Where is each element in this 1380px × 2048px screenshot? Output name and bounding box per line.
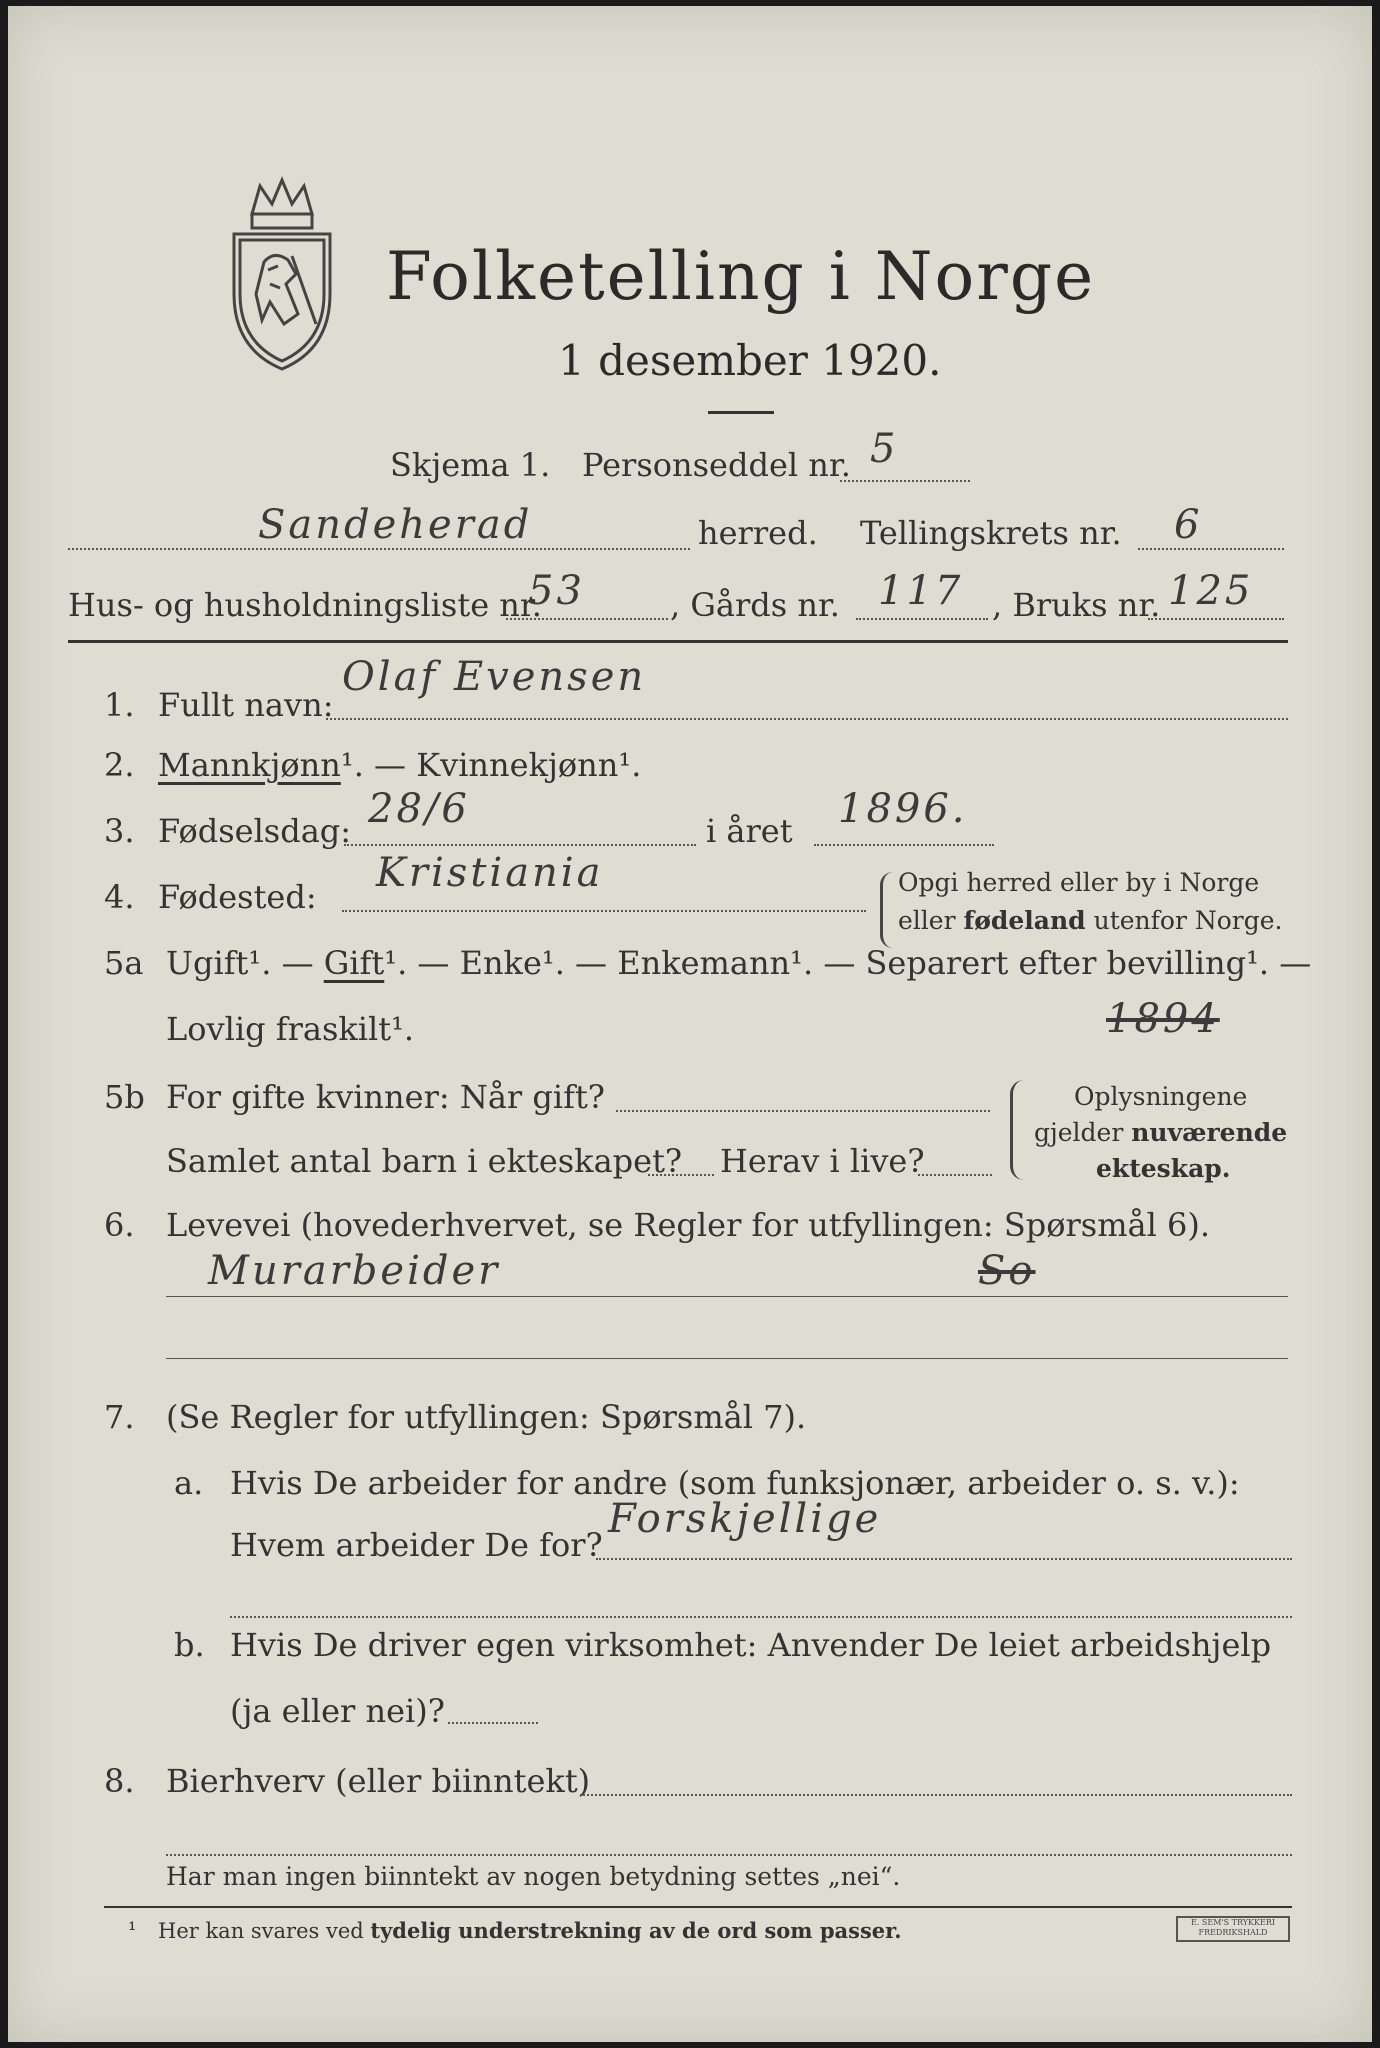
marriage-note-line2: gjelder nuværende — [1034, 1118, 1288, 1147]
footnote-text: Her kan svares ved tydelig understrekning av de ord som passer. — [158, 1918, 902, 1943]
birth-year-label: i året — [706, 812, 793, 850]
norway-coat-of-arms-icon — [226, 174, 338, 374]
side-income-note: Har man ingen biinntekt av nogen betydning settes „nei“. — [166, 1862, 901, 1891]
q5b-number: 5b — [104, 1078, 145, 1116]
gards-value[interactable]: 117 — [878, 568, 964, 614]
q7a-question: Hvis De arbeider for andre (som funksjonær, arbeider o. s. v.): — [230, 1464, 1240, 1502]
side-income-label: Bierhverv (eller biinntekt) — [166, 1762, 591, 1800]
q7-label: (Se Regler for utfyllingen: Spørsmål 7). — [166, 1398, 807, 1436]
side-income-line-2 — [166, 1854, 1292, 1856]
q1-number: 1. — [104, 686, 135, 724]
hired-help-label: (ja eller nei)? — [230, 1692, 445, 1730]
form-title: Folketelling i Norge — [386, 238, 1096, 315]
gards-label: , Gårds nr. — [670, 586, 840, 624]
census-date: 1 desember 1920. — [558, 336, 942, 385]
employer-value[interactable]: Forskjellige — [608, 1496, 882, 1542]
occupation-line-2 — [166, 1358, 1288, 1359]
bruks-value[interactable]: 125 — [1168, 568, 1254, 614]
q8-number: 8. — [104, 1762, 135, 1800]
tellingskrets-label: Tellingskrets nr. — [860, 514, 1122, 552]
children-alive-line — [918, 1174, 992, 1176]
birthplace-note-brace — [880, 872, 893, 948]
full-name-value[interactable]: Olaf Evensen — [342, 654, 647, 700]
occupation-extra-value[interactable]: So — [978, 1248, 1036, 1294]
full-name-line — [326, 718, 1288, 720]
marital-status-options — [166, 944, 1311, 982]
husliste-line — [506, 618, 668, 620]
marital-ugift-option[interactable]: Ugift¹. — — [166, 944, 324, 982]
herred-line — [68, 548, 690, 550]
occupation-label: Levevei (hovederhvervet, se Regler for utfyllingen: Spørsmål 6). — [166, 1206, 1211, 1244]
sex-end: ¹. — [618, 746, 642, 784]
employer-line-2 — [230, 1616, 1292, 1618]
sex-female-option[interactable]: Kvinnekjønn — [416, 746, 619, 784]
children-total-line — [648, 1174, 714, 1176]
sex-male-option[interactable]: Mannkjønn — [158, 746, 341, 784]
personseddel-label: Personseddel nr. — [582, 446, 851, 484]
tellingskrets-value[interactable]: 6 — [1174, 502, 1203, 548]
bruks-line — [1148, 618, 1284, 620]
footnote-marker: ¹ — [128, 1918, 137, 1942]
occupation-line-1 — [166, 1296, 1288, 1297]
marriage-note-brace — [1010, 1080, 1025, 1180]
employer-line — [596, 1558, 1292, 1560]
footer-divider — [104, 1906, 1292, 1908]
marital-year-value[interactable]: 1894 — [1106, 996, 1220, 1042]
title-divider — [708, 411, 774, 414]
q7a-letter: a. — [174, 1464, 204, 1502]
printer-stamp: E. SEM'S TRYKKERI FREDRIKSHALD — [1176, 1916, 1290, 1942]
birthplace-value[interactable]: Kristiania — [376, 850, 604, 896]
q4-number: 4. — [104, 878, 135, 916]
schema-label: Skjema 1. — [390, 446, 551, 484]
sex-separator: ¹. — — [340, 746, 417, 784]
birthplace-note-line2: eller fødeland utenfor Norge. — [898, 906, 1283, 935]
husliste-label: Hus- og husholdningsliste nr. — [68, 586, 542, 624]
personseddel-value[interactable]: 5 — [870, 426, 899, 472]
sex-options — [158, 746, 641, 784]
marriage-note-line3: ekteskap. — [1096, 1154, 1231, 1183]
marital-fraskilt-option[interactable]: Lovlig fraskilt¹. — [166, 1010, 415, 1048]
bruks-label: , Bruks nr. — [992, 586, 1161, 624]
married-date-line — [616, 1110, 990, 1112]
birth-year-line — [814, 844, 994, 846]
herred-value[interactable]: Sandeherad — [258, 502, 533, 548]
hired-help-line — [448, 1722, 538, 1724]
married-women-label: For gifte kvinner: Når gift? — [166, 1078, 605, 1116]
birthplace-line — [342, 910, 866, 912]
birthday-line — [344, 844, 696, 846]
q2-number: 2. — [104, 746, 135, 784]
q5a-number: 5a — [104, 944, 144, 982]
q7b-letter: b. — [174, 1626, 205, 1664]
birth-year-value[interactable]: 1896. — [838, 786, 968, 832]
q7-number: 7. — [104, 1398, 135, 1436]
birthday-value[interactable]: 28/6 — [368, 786, 470, 832]
tellingskrets-line — [1138, 548, 1284, 550]
marriage-note-line1: Oplysningene — [1074, 1082, 1248, 1111]
employer-label: Hvem arbeider De for? — [230, 1526, 603, 1564]
personseddel-line — [840, 480, 970, 482]
herred-label: herred. — [698, 514, 818, 552]
marital-other-options[interactable]: ¹. — Enke¹. — Enkemann¹. — Separert efter bevilling¹. — — [384, 944, 1312, 982]
birthplace-note-line1: Opgi herred eller by i Norge — [898, 868, 1260, 897]
census-form-sheet — [8, 6, 1372, 2042]
marital-gift-option[interactable]: Gift — [323, 944, 385, 982]
full-name-label: Fullt navn: — [158, 686, 334, 724]
husliste-value[interactable]: 53 — [528, 568, 585, 614]
q3-number: 3. — [104, 812, 135, 850]
side-income-line — [580, 1794, 1292, 1796]
occupation-value[interactable]: Murarbeider — [208, 1248, 501, 1294]
birthplace-label: Fødested: — [158, 878, 317, 916]
header-divider — [68, 640, 1288, 643]
q6-number: 6. — [104, 1206, 135, 1244]
q7b-question: Hvis De driver egen virksomhet: Anvender De leiet arbeidshjelp — [230, 1626, 1272, 1664]
children-alive-label: Herav i live? — [720, 1142, 925, 1180]
children-total-label: Samlet antal barn i ekteskapet? — [166, 1142, 683, 1180]
birthday-label: Fødselsdag: — [158, 812, 352, 850]
gards-line — [856, 618, 988, 620]
